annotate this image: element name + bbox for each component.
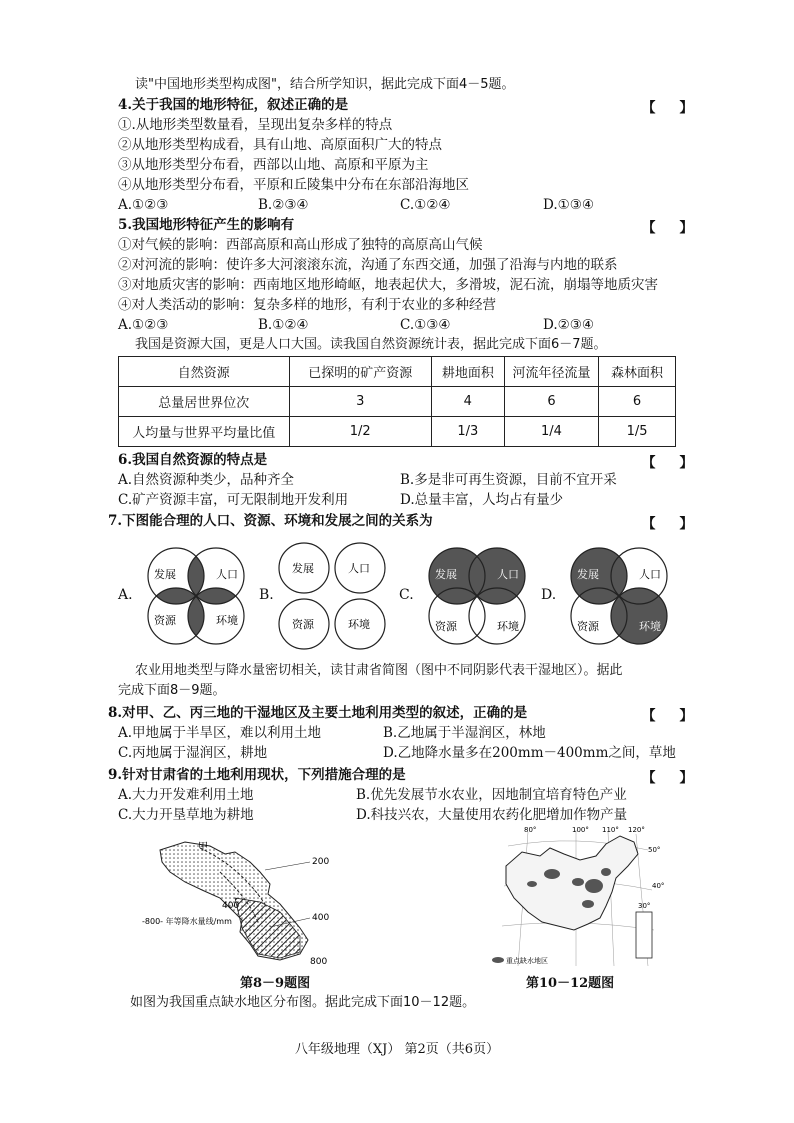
q6-option-b[interactable]: B.多是非可再生资源，目前不宜开采 <box>400 472 617 488</box>
venn-c-label-pop: 人口 <box>497 568 519 581</box>
venn-a-label-dev: 发展 <box>154 568 176 581</box>
south-sea-inset <box>636 912 652 958</box>
q4-option-b[interactable]: B.②③④ <box>258 197 309 213</box>
lon-label: 100° <box>572 826 589 834</box>
isoline-label-800: 800 <box>310 957 328 967</box>
gansu-map <box>140 832 360 970</box>
place-jia: 甲 <box>198 842 208 853</box>
venn-diagram-d[interactable] <box>563 540 675 652</box>
q4-stem: 4.关于我国的地形特征，叙述正确的是 <box>118 97 349 113</box>
venn-diagram-a[interactable] <box>140 540 252 652</box>
isoline-label-400-right: 400 <box>312 913 330 923</box>
venn-d-label-res: 资源 <box>577 620 599 633</box>
q9-option-a[interactable]: A.大力开发难利用土地 <box>118 787 254 803</box>
isoline-label-200: 200 <box>312 857 330 867</box>
venn-b-label-dev: 发展 <box>292 562 314 575</box>
wet-region <box>235 898 300 958</box>
table-row <box>119 417 676 447</box>
venn-b-label-pop: 人口 <box>348 562 370 575</box>
q5-option-b[interactable]: B.①②④ <box>258 317 309 333</box>
q5-item-4: ④对人类活动的影响：复杂多样的地形，有利于农业的多种经营 <box>118 297 496 313</box>
lon-label: 120° <box>628 826 645 834</box>
table-cell: 1/4 <box>504 417 598 447</box>
q9-option-c[interactable]: C.大力开垦草地为耕地 <box>118 807 254 823</box>
venn-a-label-pop: 人口 <box>216 568 238 581</box>
isoline-label-400-left: 400 <box>222 901 240 911</box>
venn-d-label-dev: 发展 <box>577 568 599 581</box>
table-cell: 人均量与世界平均量比值 <box>119 417 290 447</box>
china-outline <box>506 836 638 930</box>
table-cell: 3 <box>289 387 431 417</box>
answer-bracket-q6[interactable]: 【】 <box>642 455 717 471</box>
q9-option-d[interactable]: D.科技兴农，大量使用农药化肥增加作物产量 <box>356 807 628 823</box>
venn-diagram-c[interactable] <box>421 540 533 652</box>
q4-option-d[interactable]: D.①③④ <box>543 197 594 213</box>
table-cell: 1/2 <box>289 417 431 447</box>
q4-item-4: ④从地形类型分布看，平原和丘陵集中分布在东部沿海地区 <box>118 177 469 193</box>
table-header: 自然资源 <box>119 357 290 387</box>
venn-d-label-pop: 人口 <box>639 568 661 581</box>
q8-option-b[interactable]: B.乙地属于半湿润区，林地 <box>383 725 546 741</box>
answer-bracket-q9[interactable]: 【】 <box>642 770 717 786</box>
venn-diagram-b[interactable] <box>276 540 388 652</box>
venn-b-label-res: 资源 <box>292 618 314 631</box>
table-cell: 6 <box>599 387 676 417</box>
intro-4-5: 读"中国地形类型构成图"，结合所学知识，据此完成下面4－5题。 <box>135 77 515 92</box>
q9-option-b[interactable]: B.优先发展节水农业，因地制宜培育特色产业 <box>356 787 627 803</box>
china-water-shortage-map <box>488 826 664 972</box>
table-cell: 总量居世界位次 <box>119 387 290 417</box>
q5-option-c[interactable]: C.①③④ <box>400 317 451 333</box>
q7-option-d-letter[interactable]: D. <box>541 587 557 603</box>
venn-c-label-res: 资源 <box>435 620 457 633</box>
table-header: 已探明的矿产资源 <box>289 357 431 387</box>
lat-label: 50° <box>648 846 661 854</box>
table-cell: 1/5 <box>599 417 676 447</box>
intro-10-12: 如图为我国重点缺水地区分布图。据此完成下面10－12题。 <box>130 995 476 1010</box>
map1-legend: -800- 年等降水量线/mm <box>142 917 232 926</box>
lat-label: 30° <box>638 902 651 910</box>
venn-c-label-env: 环境 <box>497 620 519 633</box>
q8-option-d[interactable]: D.乙地降水量多在200mm－400mm之间，草地 <box>383 745 676 761</box>
q4-item-2: ②从地形类型构成看，具有山地、高原面积广大的特点 <box>118 137 442 153</box>
resource-table <box>118 356 676 447</box>
map2-caption: 第10－12题图 <box>526 976 615 991</box>
answer-bracket-q7[interactable]: 【】 <box>642 516 717 532</box>
answer-bracket-q5[interactable]: 【】 <box>642 220 717 236</box>
q5-stem: 5.我国地形特征产生的影响有 <box>118 217 295 233</box>
q5-item-3: ③对地质灾害的影响：西南地区地形崎岖，地表起伏大，多滑坡，泥石流，崩塌等地质灾害 <box>118 277 658 293</box>
q6-option-c[interactable]: C.矿产资源丰富，可无限制地开发利用 <box>118 492 349 508</box>
table-cell: 4 <box>431 387 504 417</box>
q4-item-1: ①.从地形类型数量看，呈现出复杂多样的特点 <box>118 117 393 133</box>
table-cell: 1/3 <box>431 417 504 447</box>
intro-6-7: 我国是资源大国，更是人口大国。读我国自然资源统计表，据此完成下面6－7题。 <box>135 337 607 352</box>
q8-stem: 8.对甲、乙、丙三地的干湿地区及主要土地利用类型的叙述，正确的是 <box>108 705 528 721</box>
lon-label: 80° <box>524 826 537 834</box>
q6-stem: 6.我国自然资源的特点是 <box>118 452 268 468</box>
intro-8-9-line1: 农业用地类型与降水量密切相关，读甘肃省简图（图中不同阴影代表干湿地区）。据此 <box>135 663 623 678</box>
q4-option-c[interactable]: C.①②④ <box>400 197 451 213</box>
q5-item-1: ①对气候的影响：西部高原和高山形成了独特的高原高山气候 <box>118 237 483 253</box>
answer-bracket-q4[interactable]: 【】 <box>642 100 717 116</box>
q7-stem: 7.下图能合理的人口、资源、环境和发展之间的关系为 <box>108 513 433 529</box>
legend-swatch <box>492 957 504 963</box>
q5-option-d[interactable]: D.②③④ <box>543 317 594 333</box>
table-header: 耕地面积 <box>431 357 504 387</box>
q7-option-b-letter[interactable]: B. <box>259 587 274 603</box>
q6-option-a[interactable]: A.自然资源种类少，品种齐全 <box>118 472 295 488</box>
venn-a-label-res: 资源 <box>154 614 176 627</box>
answer-bracket-q8[interactable]: 【】 <box>642 708 717 724</box>
q4-option-a[interactable]: A.①②③ <box>118 197 169 213</box>
page-footer: 八年级地理（XJ） 第2页（共6页） <box>294 1042 500 1057</box>
q9-stem: 9.针对甘肃省的土地利用现状，下列措施合理的是 <box>108 767 406 783</box>
venn-c-label-dev: 发展 <box>435 568 457 581</box>
table-header: 河流年径流量 <box>504 357 598 387</box>
q5-item-2: ②对河流的影响：使许多大河滚滚东流，沟通了东西交通，加强了沿海与内地的联系 <box>118 257 618 273</box>
lon-label: 110° <box>602 826 619 834</box>
table-cell: 6 <box>504 387 598 417</box>
venn-d-label-env: 环境 <box>639 620 661 633</box>
table-header: 森林面积 <box>599 357 676 387</box>
venn-a-label-env: 环境 <box>216 614 238 627</box>
q5-option-a[interactable]: A.①②③ <box>118 317 169 333</box>
table-row <box>119 387 676 417</box>
venn-b-label-env: 环境 <box>348 618 370 631</box>
q8-option-c[interactable]: C.丙地属于湿润区，耕地 <box>118 745 268 761</box>
intro-8-9-line2: 完成下面8－9题。 <box>118 683 226 698</box>
map1-caption: 第8－9题图 <box>240 976 311 991</box>
q7-option-a-letter[interactable]: A. <box>118 587 133 603</box>
q6-option-d[interactable]: D.总量丰富，人均占有量少 <box>400 492 564 508</box>
q7-option-c-letter[interactable]: C. <box>399 587 414 603</box>
q4-item-3: ③从地形类型分布看，西部以山地、高原和平原为主 <box>118 157 429 173</box>
q8-option-a[interactable]: A.甲地属于半旱区，难以利用土地 <box>118 725 322 741</box>
table-header-row <box>119 357 676 387</box>
lat-label: 40° <box>652 882 664 890</box>
map2-legend: 重点缺水地区 <box>506 957 548 965</box>
